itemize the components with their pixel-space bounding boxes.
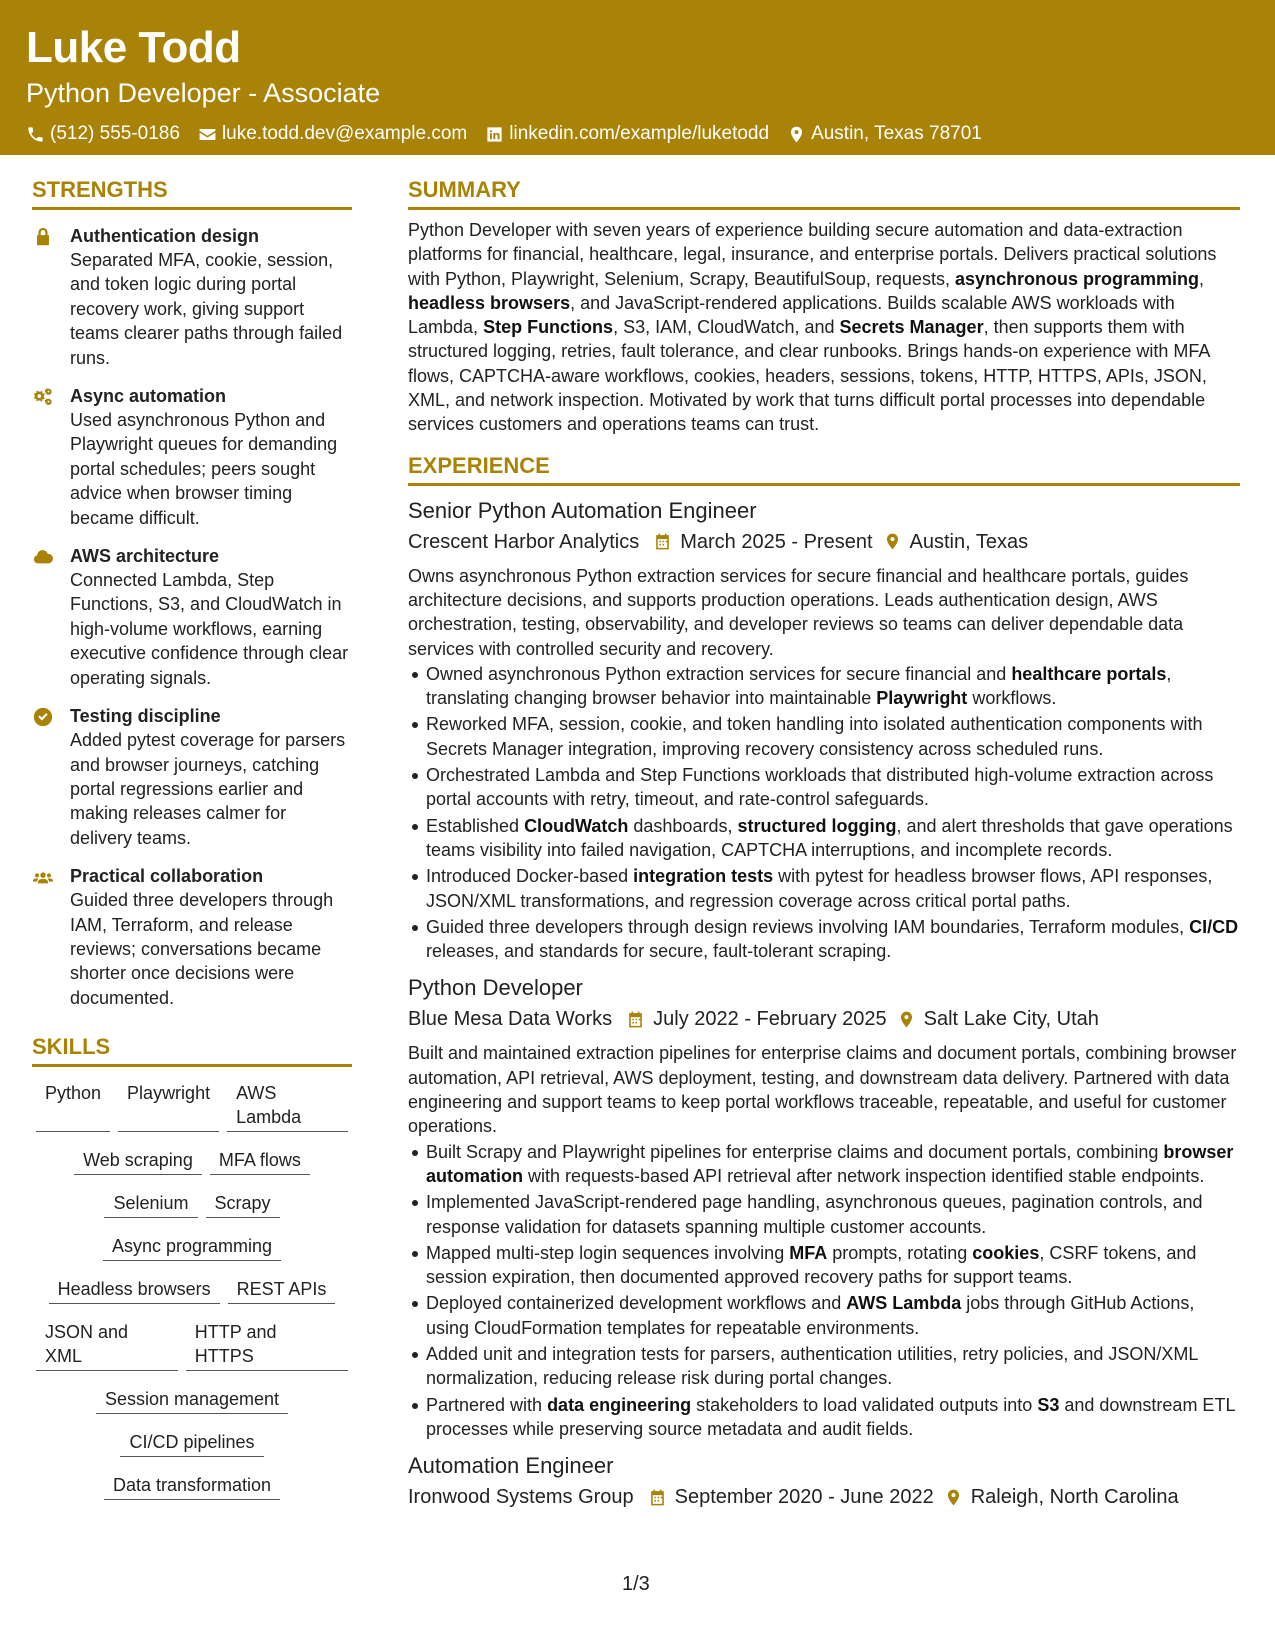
job-title: Senior Python Automation Engineer (408, 497, 757, 523)
skill-tag: Web scraping (74, 1148, 202, 1175)
job-title: Automation Engineer (408, 1453, 614, 1479)
bullet-item: Partnered with data engineering stakeholders to load validated outputs into S3 and downstream ETL processes while preserving source metadata and audit fields. (408, 1393, 1240, 1442)
skill-tag: HTTP and HTTPS (186, 1320, 348, 1371)
bullet-item: Built Scrapy and Playwright pipelines for enterprise claims and document portals, combining browser automation with requests-based API retrieval after network inspection identified stable endpoints. (408, 1140, 1240, 1189)
calendar-icon (626, 1010, 645, 1029)
skill-row (32, 1277, 352, 1304)
job-entry (408, 496, 1240, 964)
strength-desc: Guided three developers through IAM, Terraform, and release reviews; conversations became shorter once decisions were documented. (70, 890, 334, 1008)
strength-title: Async automation (70, 386, 227, 407)
skills-heading: SKILLS (32, 1032, 352, 1067)
summary-heading: SUMMARY (408, 175, 1240, 210)
page-number: 1/3 (622, 1573, 650, 1595)
skill-tag: Headless browsers (49, 1277, 220, 1304)
job-dates: July 2022 - February 2025 (653, 1008, 887, 1031)
skill-tag: JSON and XML (36, 1320, 178, 1371)
bullet-item: Added unit and integration tests for parsers, authentication utilities, retry policies, and JSON/XML normalization, reducing release risk during portal changes. (408, 1342, 1240, 1391)
job-bullets (408, 1140, 1240, 1442)
bullet-item: Reworked MFA, session, cookie, and token handling into isolated authentication components with Secrets Manager integration, improving recovery consistency across scheduled runs. (408, 712, 1240, 761)
gears-icon (32, 386, 54, 408)
resume-header (0, 0, 1275, 155)
linkedin-text: linkedin.com/example/luketodd (509, 123, 770, 144)
cloud-icon (32, 546, 54, 568)
job-location: Salt Lake City, Utah (923, 1008, 1099, 1031)
location-text: Austin, Texas 78701 (811, 123, 982, 144)
bullet-item: Guided three developers through design reviews involving IAM boundaries, Terraform modules, CI/CD releases, and standards for secure, fault-tolerant scraping. (408, 915, 1240, 964)
right-column (408, 175, 1240, 1511)
job-company: Blue Mesa Data Works (408, 1008, 613, 1031)
skill-tag: Data transformation (104, 1473, 280, 1500)
skill-row (32, 1234, 352, 1261)
calendar-icon (653, 532, 672, 551)
skill-row (32, 1387, 352, 1414)
job-company: Ironwood Systems Group (408, 1486, 634, 1509)
bullet-item: Implemented JavaScript-rendered page handling, asynchronous queues, pagination controls, and response validation for datasets spanning multiple customer accounts. (408, 1190, 1240, 1239)
bullet-item: Introduced Docker-based integration tests with pytest for headless browser flows, API responses, JSON/XML transformations, and regression coverage across critical portal paths. (408, 864, 1240, 913)
users-icon (32, 866, 54, 888)
strength-item (32, 224, 352, 370)
strength-title: AWS architecture (70, 546, 220, 567)
strength-desc: Used asynchronous Python and Playwright queues for demanding portal schedules; peers sought advice when browser timing became difficult. (70, 410, 338, 528)
job-location: Austin, Texas (909, 530, 1029, 553)
envelope-icon (198, 125, 217, 144)
job-description: Owns asynchronous Python extraction services for secure financial and healthcare portals, guides architecture decisions, and supports production operations. Leads authentication design, AWS orchestration, testing, observability, and developer reviews so teams can deliver dependable data services with controlled security and recovery. (408, 565, 1189, 659)
skill-row (32, 1473, 352, 1500)
phone-text: (512) 555-0186 (50, 123, 180, 144)
skill-tag: Scrapy (206, 1191, 280, 1218)
bullet-item: Owned asynchronous Python extraction services for secure financial and healthcare portals, translating changing browser behavior into maintainable Playwright workflows. (408, 662, 1240, 711)
bullet-item: Mapped multi-step login sequences involving MFA prompts, rotating cookies, CSRF tokens, and session expiration, then documented approved recovery paths for support teams. (408, 1241, 1240, 1290)
contact-bar (26, 122, 1275, 146)
calendar-icon (648, 1488, 667, 1507)
skill-tag: Async programming (103, 1234, 281, 1261)
experience-list (408, 496, 1240, 1512)
email-text: luke.todd.dev@example.com (221, 123, 468, 144)
lock-icon (32, 226, 54, 248)
job-company: Crescent Harbor Analytics (408, 530, 640, 553)
strength-item (32, 544, 352, 690)
candidate-name: Luke Todd (26, 23, 241, 72)
check-circle-icon (32, 706, 54, 728)
skill-tag: Selenium (104, 1191, 197, 1218)
job-entry (408, 973, 1240, 1441)
job-meta (408, 528, 1240, 556)
skill-tag: Python (36, 1081, 110, 1132)
strength-desc: Connected Lambda, Step Functions, S3, and CloudWatch in high-volume workflows, earning executive confidence through clear operating signals. (70, 570, 349, 688)
strength-title: Practical collaboration (70, 866, 264, 887)
contact-location (787, 122, 982, 146)
phone-icon (26, 125, 45, 144)
contact-email[interactable] (198, 122, 467, 146)
strength-item (32, 864, 352, 1010)
skill-row (32, 1320, 352, 1371)
experience-heading: EXPERIENCE (408, 451, 1240, 486)
skill-tag: REST APIs (228, 1277, 336, 1304)
skill-row (32, 1081, 352, 1132)
skill-tag: MFA flows (210, 1148, 310, 1175)
candidate-role: Python Developer - Associate (26, 78, 381, 108)
strength-item (32, 384, 352, 530)
strengths-heading: STRENGTHS (32, 175, 352, 210)
linkedin-icon (485, 125, 504, 144)
skill-row (32, 1148, 352, 1175)
strength-title: Authentication design (70, 226, 259, 246)
strength-desc: Separated MFA, cookie, session, and token logic during portal recovery work, giving support teams clearer paths through failed runs. (70, 250, 343, 368)
summary-text: Python Developer with seven years of experience building secure automation and data-extraction platforms for financial, healthcare, legal, insurance, and enterprise portals. Delivers practical solutions with Python, Playwright, Selenium, Scrapy, BeautifulSoup, requests, asynchronous programming, headless browsers, and JavaScript-rendered applications. Builds scalable AWS workloads with Lambda, Step Functions, S3, IAM, CloudWatch, and Secrets Manager, then supports them with structured logging, retries, fault tolerance, and clear runbooks. Brings hands-on experience with MFA flows, CAPTCHA-aware workflows, cookies, headers, sessions, tokens, HTTP, HTTPS, APIs, JSON, XML, and network inspection. Motivated by work that turns difficult portal processes into dependable services customers and operations teams can trust. (408, 220, 1217, 435)
contact-linkedin[interactable] (485, 122, 769, 146)
job-dates: March 2025 - Present (680, 530, 873, 553)
map-pin-icon (883, 532, 902, 551)
skill-tag: Session management (96, 1387, 288, 1414)
map-pin-icon (897, 1010, 916, 1029)
job-meta (408, 1483, 1240, 1511)
strength-title: Testing discipline (70, 706, 221, 727)
job-entry (408, 1451, 1240, 1511)
job-dates: September 2020 - June 2022 (674, 1486, 934, 1509)
left-column (32, 175, 352, 1516)
skill-row (32, 1430, 352, 1457)
bullet-item: Orchestrated Lambda and Step Functions workloads that distributed high-volume extraction across portal accounts with retry, timeout, and rate-control safeguards. (408, 763, 1240, 812)
job-meta (408, 1005, 1240, 1033)
map-pin-icon (944, 1488, 963, 1507)
skill-tag: AWS Lambda (227, 1081, 348, 1132)
skill-row (32, 1191, 352, 1218)
job-location: Raleigh, North Carolina (970, 1486, 1179, 1509)
strength-item (32, 704, 352, 850)
job-bullets (408, 662, 1240, 964)
job-title: Python Developer (408, 975, 583, 1001)
skill-tag: Playwright (118, 1081, 219, 1132)
skills-list (32, 1081, 352, 1500)
strength-desc: Added pytest coverage for parsers and browser journeys, catching portal regressions earlier and making releases calmer for delivery teams. (70, 730, 346, 848)
bullet-item: Deployed containerized development workflows and AWS Lambda jobs through GitHub Actions, using CloudFormation templates for repeatable environments. (408, 1291, 1240, 1340)
bullet-item: Established CloudWatch dashboards, structured logging, and alert thresholds that gave operations teams visibility into failed navigation, CAPTCHA interruptions, and incomplete records. (408, 814, 1240, 863)
skill-tag: CI/CD pipelines (120, 1430, 263, 1457)
job-description: Built and maintained extraction pipelines for enterprise claims and document portals, combining browser automation, API retrieval, AWS deployment, testing, and downstream data delivery. Partnered with data engineering and support teams to keep portal workflows traceable, repeatable, and useful for customer operations. (408, 1043, 1237, 1137)
map-pin-icon (787, 125, 806, 144)
contact-phone[interactable] (26, 122, 180, 146)
